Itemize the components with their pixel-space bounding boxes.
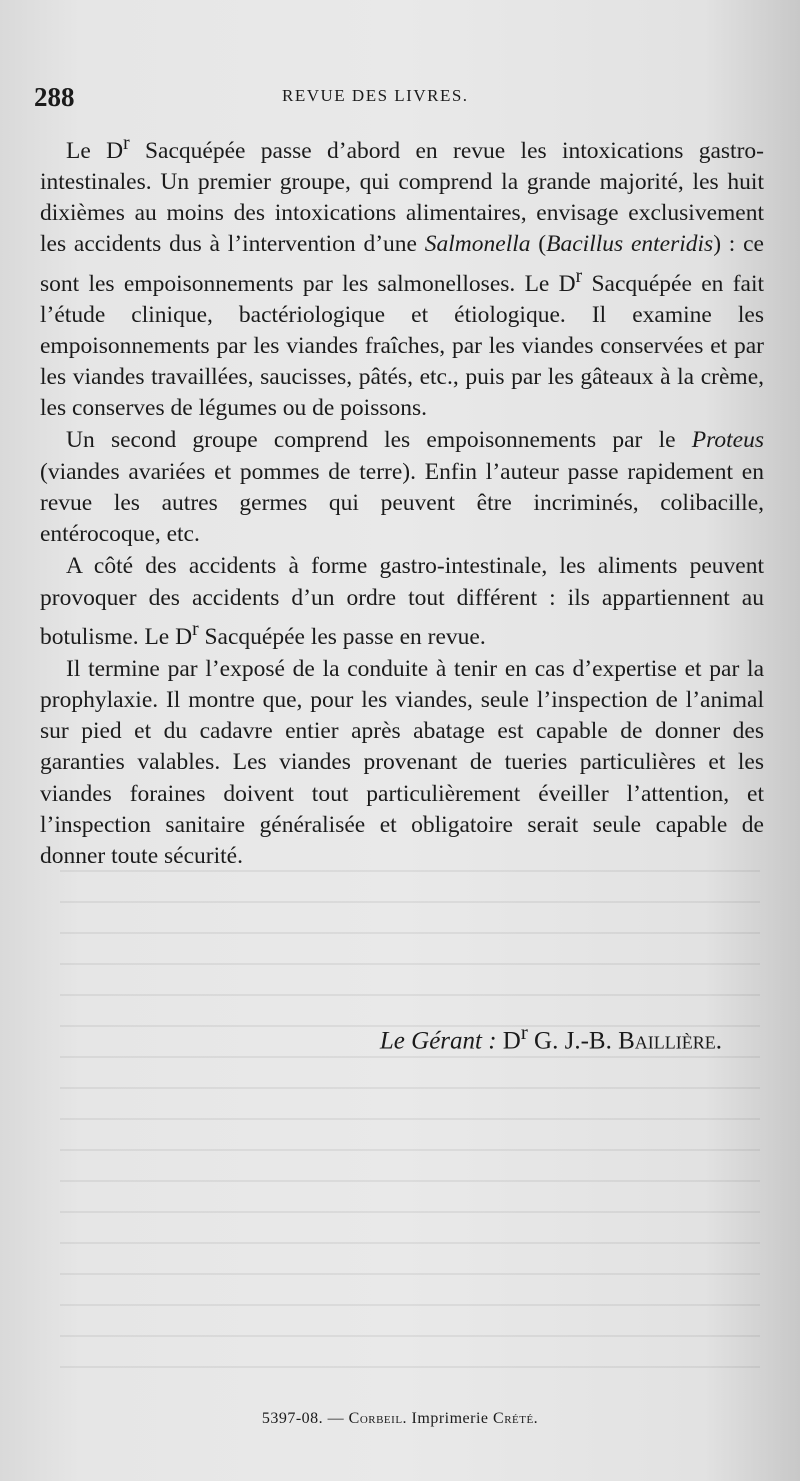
page-number: 288 [34,82,75,112]
p1-text-d: ) : ce sont les empoisonnements par les salmonelloses. Le D [40,231,764,297]
p3-sup-a: r [192,618,199,640]
p1-text-e: Sacquépée en fait l’étude clinique, bactériologique et étiologique. Il examine les empoisonnements par les viandes fraîches, par les viandes conservées et par les viandes travaillées, saucisses, pâtés, etc., puis par les gâteaux à la crème, les conserves de légumes ou de poissons. [40,270,765,422]
signature-title-sup: r [520,1020,528,1044]
body-text [40,128,764,872]
show-through-texture [60,870,760,1390]
p1-italic-salmonella: Salmonella [424,231,531,258]
p4-text: Il termine par l’exposé de la conduite à tenir en cas d’expertise et par la prophylaxie. Il montre que, pour les viandes, seule l’inspection de l’animal sur pied et du cadavre entier après abatage est capable de donner des garanties valables. Les viandes provenant de tueries particulières et les viandes foraines doivent tout particulièrement éveiller l’attention, et l’inspection sanitaire généralisée et obligatoire serait seule capable de donner toute sécurité. [40,655,764,869]
p1-text-a: Le D [66,137,124,164]
imprint-printer: Imprimerie [411,1410,489,1427]
signature-title: D [502,1027,521,1055]
signature-label: Le Gérant : [379,1027,497,1055]
p1-sup-d: r [575,265,583,287]
signature-initials: G. J.-B. [534,1027,612,1055]
p1-italic-bacillus: Bacillus enteridis [546,231,714,258]
p2-italic-proteus: Proteus [691,427,764,454]
signature [380,1020,722,1055]
imprint-printer-name: Crété. [493,1410,539,1427]
imprint-number: 5397-08. — [261,1410,345,1427]
p2-text-a: Un second groupe comprend les empoisonnements par le [66,427,692,454]
p2-text-b: (viandes avariées et pommes de terre). Enfin l’auteur passe rapidement en revue les autres germes qui peuvent être incriminés, colibacille, entérocoque, etc. [40,458,764,548]
p1-text-b: Sacquépée passe d’abord en revue les intoxications gastro-intestinales. Un premier groupe, qui comprend la grande majorité, les huit dixièmes au moins des intoxications alimentaires, envisage exclusivement les accidents dus à l’intervention d’une [40,137,764,258]
page-header [34,82,764,116]
p1-sup-a: r [123,133,130,154]
paragraph-3 [40,551,764,652]
paragraph-2 [40,425,764,550]
paragraph-4 [40,654,764,872]
paragraph-1 [40,128,764,424]
p3-text-a: A côté des accidents à forme gastro-intestinale, les aliments peuvent provoquer des accidents d’un ordre tout différent : ils appartiennent au botulisme. Le D [40,553,764,650]
imprint-city: Corbeil. [348,1410,408,1427]
p1-text-c: ( [530,231,547,258]
signature-name: Baillière. [618,1027,722,1055]
p3-text-b: Sacquépée les passe en revue. [198,623,486,650]
printer-imprint [0,1410,800,1428]
running-title: REVUE DES LIVRES. [282,86,469,105]
